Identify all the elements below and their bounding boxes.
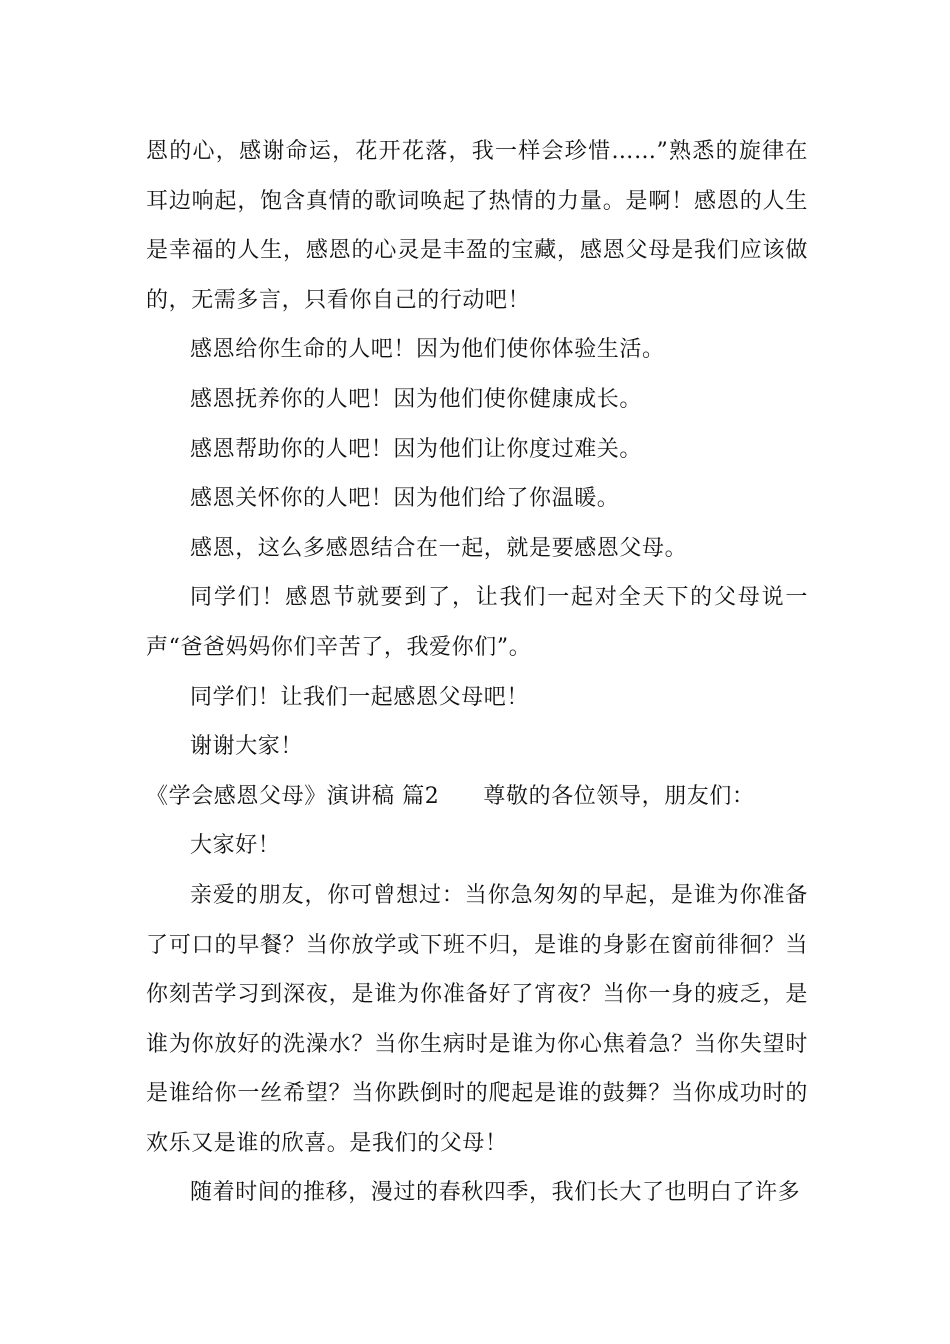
paragraph-gratitude-help: 感恩帮助你的人吧！因为他们让你度过难关。 (190, 436, 643, 462)
paragraph-thanks: 谢谢大家！ (190, 734, 304, 760)
speech-title: 《学会感恩父母》演讲稿 篇2 (146, 783, 440, 809)
paragraph-gratitude-parents: 感恩，这么多感恩结合在一起，就是要感恩父母。 (190, 535, 688, 561)
paragraph-gratitude-raising: 感恩抚养你的人吧！因为他们使你健康成长。 (190, 386, 643, 412)
paragraph-call-to-action: 同学们！让我们一起感恩父母吧！ (190, 684, 530, 710)
paragraph-continuation: 恩的心，感谢命运，花开花落，我一样会珍惜……”熟悉的旋律在耳边响起，饱含真情的歌词唤起了热情的力量。是啊！感恩的人生是幸福的人生，感恩的心灵是丰盈的宝藏，感恩父母是我们应该做的，无需多言，只看你自己的行动吧！ (146, 139, 808, 313)
speech-heading (146, 772, 808, 822)
paragraph-growing-up: 随着时间的推移，漫过的春秋四季，我们长大了也明白了许多 (190, 1180, 801, 1206)
paragraph-thanksgiving: 同学们！感恩节就要到了，让我们一起对全天下的父母说一声“爸爸妈妈你们辛苦了，我爱你们”。 (146, 585, 808, 660)
paragraph-questions: 亲爱的朋友，你可曾想过：当你急匆匆的早起，是谁为你准备了可口的早餐？当你放学或下班不归，是谁的身影在窗前徘徊？当你刻苦学习到深夜，是谁为你准备好了宵夜？当你一身的疲乏，是谁为你放好的洗澡水？当你生病时是谁为你心焦着急？当你失望时是谁给你一丝希望？当你跌倒时的爬起是谁的鼓舞？当你成功时的欢乐又是谁的欣喜。是我们的父母！ (146, 882, 808, 1156)
document-body (146, 127, 808, 1218)
paragraph-greeting: 大家好！ (190, 833, 281, 859)
speech-salutation: 尊敬的各位领导，朋友们： (483, 783, 755, 809)
paragraph-gratitude-care: 感恩关怀你的人吧！因为他们给了你温暖。 (190, 486, 620, 512)
paragraph-gratitude-life: 感恩给你生命的人吧！因为他们使你体验生活。 (190, 337, 665, 363)
